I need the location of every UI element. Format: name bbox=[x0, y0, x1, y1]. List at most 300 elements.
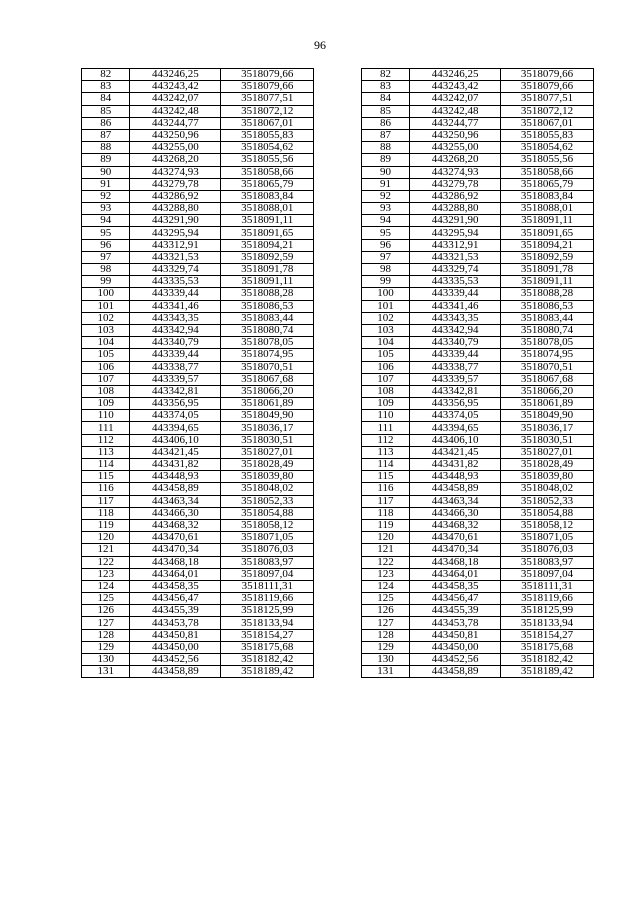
table-row bbox=[82, 81, 594, 93]
right-x-coordinate: 443274,93 bbox=[410, 166, 501, 178]
right-x-coordinate: 443242,07 bbox=[410, 93, 501, 105]
right-y-coordinate: 3518077,51 bbox=[501, 93, 594, 105]
left-x-coordinate: 443450,00 bbox=[130, 641, 221, 653]
left-x-coordinate: 443470,61 bbox=[130, 532, 221, 544]
left-x-coordinate: 443295,94 bbox=[130, 227, 221, 239]
right-y-coordinate: 3518088,28 bbox=[501, 288, 594, 300]
column-gap bbox=[314, 349, 361, 361]
column-gap bbox=[314, 215, 361, 227]
left-x-coordinate: 443463,34 bbox=[130, 495, 221, 507]
column-gap bbox=[314, 117, 361, 129]
right-y-coordinate: 3518080,74 bbox=[501, 324, 594, 336]
table-row bbox=[82, 568, 594, 580]
left-point-number: 102 bbox=[82, 312, 130, 324]
left-point-number: 84 bbox=[82, 93, 130, 105]
table-row bbox=[82, 337, 594, 349]
table-row bbox=[82, 251, 594, 263]
right-point-number: 131 bbox=[361, 666, 409, 678]
left-x-coordinate: 443341,46 bbox=[130, 300, 221, 312]
right-x-coordinate: 443431,82 bbox=[410, 459, 501, 471]
right-point-number: 82 bbox=[361, 69, 409, 81]
column-gap bbox=[314, 69, 361, 81]
left-x-coordinate: 443394,65 bbox=[130, 422, 221, 434]
left-point-number: 127 bbox=[82, 617, 130, 629]
right-point-number: 110 bbox=[361, 410, 409, 422]
column-gap bbox=[314, 666, 361, 678]
left-x-coordinate: 443452,56 bbox=[130, 654, 221, 666]
left-y-coordinate: 3518088,01 bbox=[221, 203, 314, 215]
left-point-number: 126 bbox=[82, 605, 130, 617]
left-point-number: 128 bbox=[82, 629, 130, 641]
left-point-number: 114 bbox=[82, 459, 130, 471]
left-y-coordinate: 3518091,11 bbox=[221, 276, 314, 288]
right-point-number: 126 bbox=[361, 605, 409, 617]
right-point-number: 92 bbox=[361, 190, 409, 202]
right-x-coordinate: 443268,20 bbox=[410, 154, 501, 166]
left-point-number: 95 bbox=[82, 227, 130, 239]
left-y-coordinate: 3518091,65 bbox=[221, 227, 314, 239]
right-x-coordinate: 443312,91 bbox=[410, 239, 501, 251]
right-y-coordinate: 3518049,90 bbox=[501, 410, 594, 422]
left-y-coordinate: 3518088,28 bbox=[221, 288, 314, 300]
table-row bbox=[82, 178, 594, 190]
table-row bbox=[82, 93, 594, 105]
column-gap bbox=[314, 337, 361, 349]
left-y-coordinate: 3518049,90 bbox=[221, 410, 314, 422]
right-y-coordinate: 3518086,53 bbox=[501, 300, 594, 312]
right-x-coordinate: 443470,34 bbox=[410, 544, 501, 556]
left-point-number: 97 bbox=[82, 251, 130, 263]
left-y-coordinate: 3518097,04 bbox=[221, 568, 314, 580]
right-x-coordinate: 443340,79 bbox=[410, 337, 501, 349]
right-x-coordinate: 443321,53 bbox=[410, 251, 501, 263]
left-y-coordinate: 3518079,66 bbox=[221, 69, 314, 81]
left-y-coordinate: 3518078,05 bbox=[221, 337, 314, 349]
right-point-number: 122 bbox=[361, 556, 409, 568]
left-point-number: 119 bbox=[82, 519, 130, 531]
left-y-coordinate: 3518080,74 bbox=[221, 324, 314, 336]
right-point-number: 90 bbox=[361, 166, 409, 178]
right-x-coordinate: 443394,65 bbox=[410, 422, 501, 434]
right-point-number: 87 bbox=[361, 129, 409, 141]
right-point-number: 115 bbox=[361, 471, 409, 483]
left-point-number: 131 bbox=[82, 666, 130, 678]
right-point-number: 102 bbox=[361, 312, 409, 324]
right-x-coordinate: 443468,32 bbox=[410, 519, 501, 531]
right-x-coordinate: 443421,45 bbox=[410, 446, 501, 458]
left-point-number: 122 bbox=[82, 556, 130, 568]
column-gap bbox=[314, 446, 361, 458]
left-point-number: 113 bbox=[82, 446, 130, 458]
column-gap bbox=[314, 373, 361, 385]
column-gap bbox=[314, 568, 361, 580]
right-y-coordinate: 3518182,42 bbox=[501, 654, 594, 666]
left-point-number: 96 bbox=[82, 239, 130, 251]
table-row bbox=[82, 349, 594, 361]
left-x-coordinate: 443453,78 bbox=[130, 617, 221, 629]
left-point-number: 100 bbox=[82, 288, 130, 300]
table-row bbox=[82, 532, 594, 544]
left-x-coordinate: 443468,18 bbox=[130, 556, 221, 568]
right-x-coordinate: 443466,30 bbox=[410, 507, 501, 519]
table-row bbox=[82, 580, 594, 592]
right-y-coordinate: 3518091,65 bbox=[501, 227, 594, 239]
left-point-number: 90 bbox=[82, 166, 130, 178]
table-row bbox=[82, 398, 594, 410]
table-row bbox=[82, 446, 594, 458]
left-x-coordinate: 443291,90 bbox=[130, 215, 221, 227]
left-x-coordinate: 443286,92 bbox=[130, 190, 221, 202]
right-y-coordinate: 3518052,33 bbox=[501, 495, 594, 507]
column-gap bbox=[314, 312, 361, 324]
column-gap bbox=[314, 300, 361, 312]
right-y-coordinate: 3518055,56 bbox=[501, 154, 594, 166]
right-x-coordinate: 443464,01 bbox=[410, 568, 501, 580]
left-y-coordinate: 3518119,66 bbox=[221, 593, 314, 605]
left-x-coordinate: 443339,44 bbox=[130, 288, 221, 300]
left-x-coordinate: 443448,93 bbox=[130, 471, 221, 483]
left-y-coordinate: 3518065,79 bbox=[221, 178, 314, 190]
right-x-coordinate: 443470,61 bbox=[410, 532, 501, 544]
right-point-number: 88 bbox=[361, 142, 409, 154]
left-point-number: 108 bbox=[82, 385, 130, 397]
right-point-number: 104 bbox=[361, 337, 409, 349]
left-y-coordinate: 3518058,12 bbox=[221, 519, 314, 531]
right-y-coordinate: 3518133,94 bbox=[501, 617, 594, 629]
table-row bbox=[82, 629, 594, 641]
right-point-number: 125 bbox=[361, 593, 409, 605]
left-y-coordinate: 3518055,56 bbox=[221, 154, 314, 166]
left-point-number: 85 bbox=[82, 105, 130, 117]
right-y-coordinate: 3518076,03 bbox=[501, 544, 594, 556]
table-row bbox=[82, 105, 594, 117]
column-gap bbox=[314, 495, 361, 507]
right-x-coordinate: 443356,95 bbox=[410, 398, 501, 410]
right-y-coordinate: 3518189,42 bbox=[501, 666, 594, 678]
left-point-number: 86 bbox=[82, 117, 130, 129]
right-x-coordinate: 443335,53 bbox=[410, 276, 501, 288]
left-point-number: 121 bbox=[82, 544, 130, 556]
column-gap bbox=[314, 556, 361, 568]
right-y-coordinate: 3518071,05 bbox=[501, 532, 594, 544]
left-y-coordinate: 3518039,80 bbox=[221, 471, 314, 483]
left-y-coordinate: 3518074,95 bbox=[221, 349, 314, 361]
left-point-number: 118 bbox=[82, 507, 130, 519]
right-x-coordinate: 443458,89 bbox=[410, 666, 501, 678]
right-y-coordinate: 3518097,04 bbox=[501, 568, 594, 580]
left-x-coordinate: 443268,20 bbox=[130, 154, 221, 166]
right-point-number: 97 bbox=[361, 251, 409, 263]
left-point-number: 88 bbox=[82, 142, 130, 154]
right-y-coordinate: 3518094,21 bbox=[501, 239, 594, 251]
table-row bbox=[82, 617, 594, 629]
left-x-coordinate: 443450,81 bbox=[130, 629, 221, 641]
right-x-coordinate: 443291,90 bbox=[410, 215, 501, 227]
left-x-coordinate: 443468,32 bbox=[130, 519, 221, 531]
right-x-coordinate: 443450,00 bbox=[410, 641, 501, 653]
right-x-coordinate: 443295,94 bbox=[410, 227, 501, 239]
right-y-coordinate: 3518175,68 bbox=[501, 641, 594, 653]
left-x-coordinate: 443288,80 bbox=[130, 203, 221, 215]
left-point-number: 105 bbox=[82, 349, 130, 361]
column-gap bbox=[314, 93, 361, 105]
right-y-coordinate: 3518083,97 bbox=[501, 556, 594, 568]
column-gap bbox=[314, 190, 361, 202]
right-point-number: 94 bbox=[361, 215, 409, 227]
column-gap bbox=[314, 166, 361, 178]
left-y-coordinate: 3518083,84 bbox=[221, 190, 314, 202]
table-row bbox=[82, 117, 594, 129]
right-y-coordinate: 3518067,01 bbox=[501, 117, 594, 129]
table-row bbox=[82, 166, 594, 178]
left-point-number: 111 bbox=[82, 422, 130, 434]
column-gap bbox=[314, 593, 361, 605]
right-x-coordinate: 443339,44 bbox=[410, 288, 501, 300]
left-point-number: 82 bbox=[82, 69, 130, 81]
right-x-coordinate: 443288,80 bbox=[410, 203, 501, 215]
column-gap bbox=[314, 105, 361, 117]
table-row bbox=[82, 434, 594, 446]
right-point-number: 109 bbox=[361, 398, 409, 410]
left-x-coordinate: 443340,79 bbox=[130, 337, 221, 349]
left-y-coordinate: 3518133,94 bbox=[221, 617, 314, 629]
left-x-coordinate: 443343,35 bbox=[130, 312, 221, 324]
left-y-coordinate: 3518070,51 bbox=[221, 361, 314, 373]
left-x-coordinate: 443458,89 bbox=[130, 483, 221, 495]
right-point-number: 95 bbox=[361, 227, 409, 239]
right-point-number: 130 bbox=[361, 654, 409, 666]
column-gap bbox=[314, 288, 361, 300]
page-number: 96 bbox=[314, 38, 326, 52]
right-point-number: 96 bbox=[361, 239, 409, 251]
left-point-number: 117 bbox=[82, 495, 130, 507]
right-y-coordinate: 3518036,17 bbox=[501, 422, 594, 434]
table-row bbox=[82, 641, 594, 653]
right-y-coordinate: 3518125,99 bbox=[501, 605, 594, 617]
column-gap bbox=[314, 276, 361, 288]
right-point-number: 116 bbox=[361, 483, 409, 495]
left-point-number: 125 bbox=[82, 593, 130, 605]
left-y-coordinate: 3518083,44 bbox=[221, 312, 314, 324]
column-gap bbox=[314, 532, 361, 544]
column-gap bbox=[314, 251, 361, 263]
right-y-coordinate: 3518111,31 bbox=[501, 580, 594, 592]
right-x-coordinate: 443243,42 bbox=[410, 81, 501, 93]
right-x-coordinate: 443341,46 bbox=[410, 300, 501, 312]
left-y-coordinate: 3518072,12 bbox=[221, 105, 314, 117]
left-x-coordinate: 443242,07 bbox=[130, 93, 221, 105]
right-x-coordinate: 443242,48 bbox=[410, 105, 501, 117]
table-row bbox=[82, 264, 594, 276]
right-y-coordinate: 3518072,12 bbox=[501, 105, 594, 117]
left-y-coordinate: 3518091,78 bbox=[221, 264, 314, 276]
left-x-coordinate: 443312,91 bbox=[130, 239, 221, 251]
left-point-number: 89 bbox=[82, 154, 130, 166]
right-y-coordinate: 3518039,80 bbox=[501, 471, 594, 483]
left-point-number: 87 bbox=[82, 129, 130, 141]
table-row bbox=[82, 142, 594, 154]
column-gap bbox=[314, 617, 361, 629]
right-x-coordinate: 443455,39 bbox=[410, 605, 501, 617]
table-row bbox=[82, 373, 594, 385]
left-point-number: 116 bbox=[82, 483, 130, 495]
left-point-number: 101 bbox=[82, 300, 130, 312]
right-y-coordinate: 3518079,66 bbox=[501, 81, 594, 93]
left-x-coordinate: 443246,25 bbox=[130, 69, 221, 81]
left-y-coordinate: 3518125,99 bbox=[221, 605, 314, 617]
left-x-coordinate: 443406,10 bbox=[130, 434, 221, 446]
column-gap bbox=[314, 483, 361, 495]
left-point-number: 91 bbox=[82, 178, 130, 190]
right-point-number: 128 bbox=[361, 629, 409, 641]
right-point-number: 121 bbox=[361, 544, 409, 556]
right-point-number: 107 bbox=[361, 373, 409, 385]
right-x-coordinate: 443452,56 bbox=[410, 654, 501, 666]
left-point-number: 130 bbox=[82, 654, 130, 666]
left-point-number: 103 bbox=[82, 324, 130, 336]
left-x-coordinate: 443279,78 bbox=[130, 178, 221, 190]
right-y-coordinate: 3518079,66 bbox=[501, 69, 594, 81]
left-point-number: 104 bbox=[82, 337, 130, 349]
left-y-coordinate: 3518111,31 bbox=[221, 580, 314, 592]
left-y-coordinate: 3518027,01 bbox=[221, 446, 314, 458]
right-point-number: 119 bbox=[361, 519, 409, 531]
column-gap bbox=[314, 227, 361, 239]
table-row bbox=[82, 361, 594, 373]
left-y-coordinate: 3518028,49 bbox=[221, 459, 314, 471]
left-y-coordinate: 3518071,05 bbox=[221, 532, 314, 544]
right-x-coordinate: 443463,34 bbox=[410, 495, 501, 507]
column-gap bbox=[314, 434, 361, 446]
right-y-coordinate: 3518027,01 bbox=[501, 446, 594, 458]
column-gap bbox=[314, 410, 361, 422]
left-y-coordinate: 3518054,88 bbox=[221, 507, 314, 519]
right-point-number: 111 bbox=[361, 422, 409, 434]
table-row bbox=[82, 324, 594, 336]
table-row bbox=[82, 495, 594, 507]
table-row bbox=[82, 154, 594, 166]
table-row bbox=[82, 190, 594, 202]
column-gap bbox=[314, 361, 361, 373]
left-point-number: 106 bbox=[82, 361, 130, 373]
right-point-number: 124 bbox=[361, 580, 409, 592]
column-gap bbox=[314, 629, 361, 641]
right-point-number: 84 bbox=[361, 93, 409, 105]
right-x-coordinate: 443406,10 bbox=[410, 434, 501, 446]
left-x-coordinate: 443431,82 bbox=[130, 459, 221, 471]
right-y-coordinate: 3518061,89 bbox=[501, 398, 594, 410]
right-y-coordinate: 3518048,02 bbox=[501, 483, 594, 495]
right-point-number: 99 bbox=[361, 276, 409, 288]
left-y-coordinate: 3518077,51 bbox=[221, 93, 314, 105]
table-row bbox=[82, 203, 594, 215]
left-x-coordinate: 443456,47 bbox=[130, 593, 221, 605]
table-row bbox=[82, 459, 594, 471]
right-y-coordinate: 3518028,49 bbox=[501, 459, 594, 471]
left-x-coordinate: 443243,42 bbox=[130, 81, 221, 93]
right-point-number: 114 bbox=[361, 459, 409, 471]
table-row bbox=[82, 276, 594, 288]
left-y-coordinate: 3518067,68 bbox=[221, 373, 314, 385]
column-gap bbox=[314, 471, 361, 483]
right-point-number: 120 bbox=[361, 532, 409, 544]
right-x-coordinate: 443279,78 bbox=[410, 178, 501, 190]
left-point-number: 109 bbox=[82, 398, 130, 410]
left-y-coordinate: 3518086,53 bbox=[221, 300, 314, 312]
right-point-number: 118 bbox=[361, 507, 409, 519]
right-y-coordinate: 3518074,95 bbox=[501, 349, 594, 361]
right-point-number: 91 bbox=[361, 178, 409, 190]
column-gap bbox=[314, 654, 361, 666]
right-y-coordinate: 3518058,12 bbox=[501, 519, 594, 531]
table-row bbox=[82, 519, 594, 531]
left-point-number: 98 bbox=[82, 264, 130, 276]
left-y-coordinate: 3518036,17 bbox=[221, 422, 314, 434]
left-point-number: 123 bbox=[82, 568, 130, 580]
table-row bbox=[82, 483, 594, 495]
left-x-coordinate: 443374,05 bbox=[130, 410, 221, 422]
right-y-coordinate: 3518083,44 bbox=[501, 312, 594, 324]
right-y-coordinate: 3518070,51 bbox=[501, 361, 594, 373]
column-gap bbox=[314, 398, 361, 410]
left-x-coordinate: 443255,00 bbox=[130, 142, 221, 154]
right-y-coordinate: 3518030,51 bbox=[501, 434, 594, 446]
left-point-number: 93 bbox=[82, 203, 130, 215]
left-x-coordinate: 443421,45 bbox=[130, 446, 221, 458]
right-y-coordinate: 3518054,88 bbox=[501, 507, 594, 519]
right-point-number: 105 bbox=[361, 349, 409, 361]
left-x-coordinate: 443464,01 bbox=[130, 568, 221, 580]
table-row bbox=[82, 239, 594, 251]
table-row bbox=[82, 215, 594, 227]
right-x-coordinate: 443339,57 bbox=[410, 373, 501, 385]
table-row bbox=[82, 556, 594, 568]
left-y-coordinate: 3518079,66 bbox=[221, 81, 314, 93]
table-row bbox=[82, 69, 594, 81]
table-row bbox=[82, 471, 594, 483]
column-gap bbox=[314, 264, 361, 276]
right-x-coordinate: 443458,89 bbox=[410, 483, 501, 495]
left-y-coordinate: 3518175,68 bbox=[221, 641, 314, 653]
left-point-number: 115 bbox=[82, 471, 130, 483]
left-x-coordinate: 443335,53 bbox=[130, 276, 221, 288]
right-point-number: 108 bbox=[361, 385, 409, 397]
right-y-coordinate: 3518083,84 bbox=[501, 190, 594, 202]
column-gap bbox=[314, 605, 361, 617]
table-row bbox=[82, 312, 594, 324]
right-y-coordinate: 3518091,78 bbox=[501, 264, 594, 276]
left-point-number: 112 bbox=[82, 434, 130, 446]
right-point-number: 117 bbox=[361, 495, 409, 507]
left-y-coordinate: 3518094,21 bbox=[221, 239, 314, 251]
left-point-number: 110 bbox=[82, 410, 130, 422]
left-y-coordinate: 3518054,62 bbox=[221, 142, 314, 154]
left-x-coordinate: 443329,74 bbox=[130, 264, 221, 276]
table-row bbox=[82, 654, 594, 666]
left-x-coordinate: 443339,57 bbox=[130, 373, 221, 385]
left-y-coordinate: 3518061,89 bbox=[221, 398, 314, 410]
right-x-coordinate: 443342,81 bbox=[410, 385, 501, 397]
left-point-number: 83 bbox=[82, 81, 130, 93]
left-y-coordinate: 3518055,83 bbox=[221, 129, 314, 141]
column-gap bbox=[314, 324, 361, 336]
left-point-number: 92 bbox=[82, 190, 130, 202]
right-x-coordinate: 443338,77 bbox=[410, 361, 501, 373]
left-x-coordinate: 443250,96 bbox=[130, 129, 221, 141]
right-x-coordinate: 443468,18 bbox=[410, 556, 501, 568]
right-x-coordinate: 443374,05 bbox=[410, 410, 501, 422]
right-x-coordinate: 443244,77 bbox=[410, 117, 501, 129]
